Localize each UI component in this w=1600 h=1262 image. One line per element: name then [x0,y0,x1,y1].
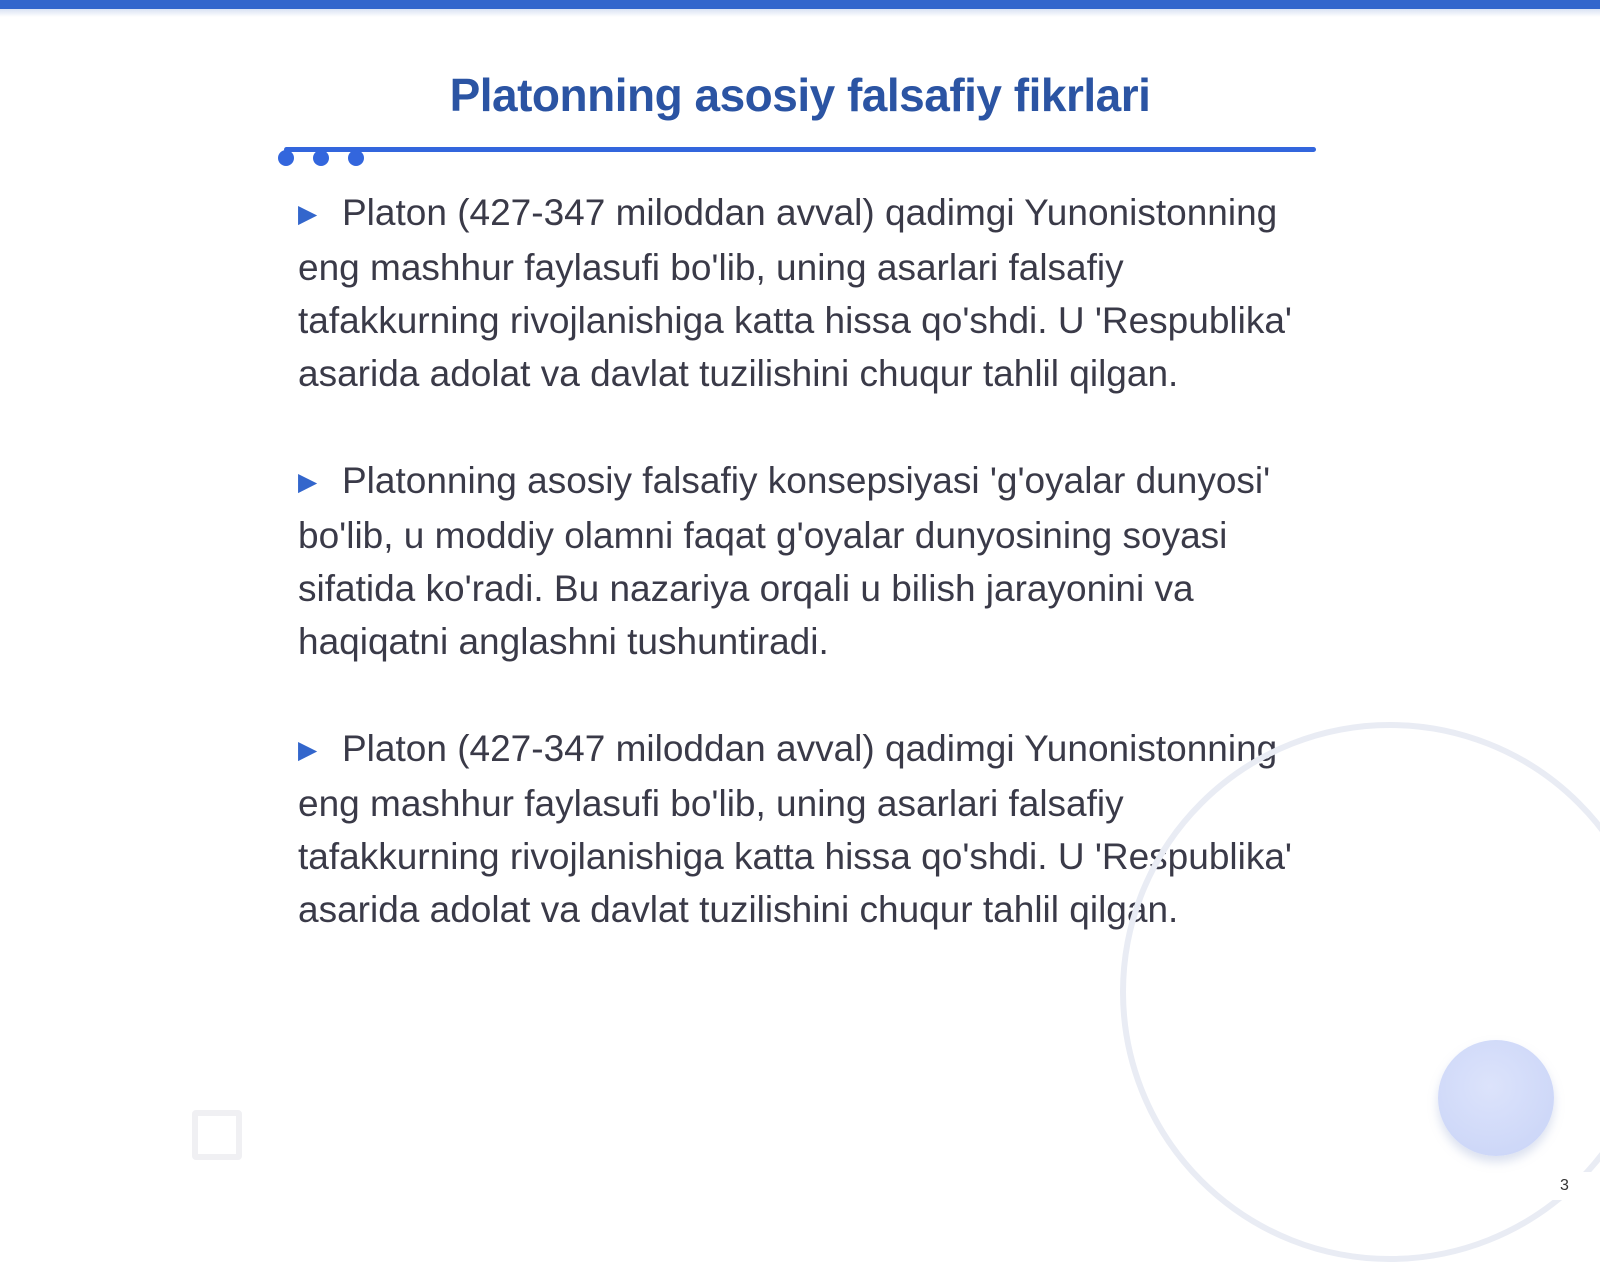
bullet-item [298,454,1308,668]
bullet-text: Platon (427-347 miloddan avval) qadimgi Yunonistonning eng mashhur faylasufi bo'lib, uning asarlari falsafiy tafakkurning rivojlanishiga katta hissa qo'shdi. U 'Respublika' asarida adolat va davlat tuzilishini chuqur tahlil qilgan. [298,192,1292,394]
page-number: 3 [1550,1172,1600,1200]
underline-dot [348,150,364,166]
underline-dot [278,150,294,166]
bullet-text: Platonning asosiy falsafiy konsepsiyasi 'g'oyalar dunyosi' bo'lib, u moddiy olamni faqat g'oyalar dunyosining soyasi sifatida ko'radi. Bu nazariya orqali u bilish jarayonini va haqiqatni anglashni tushuntiradi. [298,460,1271,662]
bullet-item [298,186,1308,400]
bullet-text: Platon (427-347 miloddan avval) qadimgi Yunonistonning eng mashhur faylasufi bo'lib, uning asarlari falsafiy tafakkurning rivojlanishiga katta hissa qo'shdi. U 'Respublika' asarida adolat va davlat tuzilishini chuqur tahlil qilgan. [298,728,1292,930]
top-bar-shadow [0,9,1600,17]
slide-title: Platonning asosiy falsafiy fikrlari [449,69,1151,121]
decorative-circle [1438,1040,1554,1156]
top-accent-bar [0,0,1600,9]
title-underline [284,147,1316,152]
decorative-square [192,1110,242,1160]
underline-dot [313,150,329,166]
triangle-bullet-icon: ▶ [298,736,318,764]
triangle-bullet-icon: ▶ [298,200,318,228]
triangle-bullet-icon: ▶ [298,468,318,496]
